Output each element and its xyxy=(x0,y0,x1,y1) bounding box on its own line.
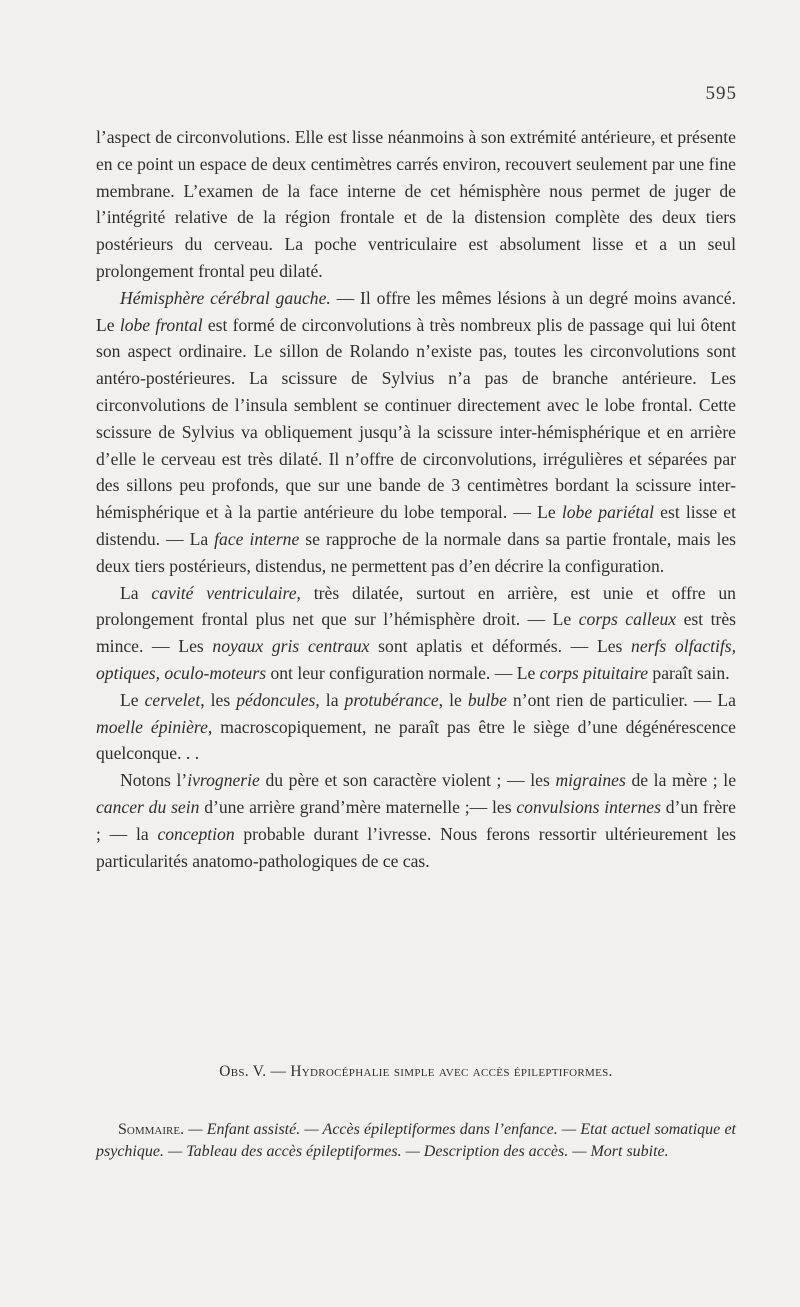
observation-heading: Obs. V. — Hydrocéphalie simple avec accès épileptiformes. xyxy=(219,1063,613,1080)
body-text xyxy=(96,124,736,874)
italic-term: cavité ventriculaire xyxy=(151,582,297,603)
italic-term: noyaux gris centraux xyxy=(212,636,370,657)
italic-term: Hémisphère cérébral gauche. xyxy=(120,287,331,308)
italic-term: lobe frontal xyxy=(119,314,203,335)
italic-term: convulsions internes xyxy=(516,796,661,817)
italic-term: corps calleux xyxy=(578,609,677,630)
italic-term: protubérance xyxy=(344,689,439,710)
italic-term: cancer du sein xyxy=(96,796,200,817)
summary-block xyxy=(96,1119,736,1162)
observation-label: Obs. V. xyxy=(219,1063,267,1080)
italic-term: cervelet xyxy=(144,689,201,710)
observation-title: Hydrocéphalie simple avec accès épileptiformes. xyxy=(290,1063,613,1080)
italic-term: nerfs olfactifs, optiques, oculo-moteurs xyxy=(96,636,736,683)
summary-text: — Enfant assisté. — Accès épileptiformes dans l’enfance. — Etat actuel somatique et psychique. — Tableau des accès épileptiformes. — Description des accès. — Mort subite. xyxy=(96,1121,736,1160)
page-number: 595 xyxy=(705,83,737,104)
italic-term: bulbe xyxy=(467,689,507,710)
italic-term: migraines xyxy=(555,770,626,791)
paragraph-left-hemisphere: Hémisphère cérébral gauche. — Il offre les mêmes lésions à un degré moins avancé. Le lobe frontal est formé de circonvolutions à très nombreux plis de passage qui lui ôtent son aspect ordinaire. Le sillon de Rolando n’existe pas, toutes les circonvolutions sont antéro-postérieures. La scissure de Sylvius n’a pas de branche antérieure. Les circonvolutions de l’insula semblent se continuer directement avec le lobe frontal. Cette scissure de Sylvius va obliquement jusqu’à la scissure inter-hémisphérique et en arrière d’elle le cerveau est très dilaté. Il n’offre de circonvolutions, irrégulières et séparées par des sillons peu profonds, que sur une bande de 3 centimètres bordant la scissure inter-hémisphérique et à la partie antérieure du lobe temporal. — Le lobe pariétal est lisse et distendu. — La face interne se rapproche de la normale dans sa partie frontale, mais les deux tiers postérieurs, distendus, ne permettent pas d’en décrire la configuration. xyxy=(96,287,737,576)
italic-term: corps pituitaire xyxy=(539,662,649,683)
italic-term: pédoncules xyxy=(236,689,316,710)
summary-paragraph xyxy=(96,1119,736,1162)
paragraph-right-hemisphere-end: l’aspect de circonvolutions. Elle est lisse néanmoins à son extrémité antérieure, et présente en ce point un espace de deux centimètres carrés environ, recouvert seulement par une fine membrane. L’examen de la face interne de cet hémisphère nous permet de juger de l’intégrité relative de la région frontale et de la distension complète des deux tiers postérieurs du cerveau. La poche ventriculaire est absolument lisse et a un seul prolongement frontal peu dilaté. xyxy=(96,127,736,281)
paragraph-cerebellum: Le cervelet, les pédoncules, la protubérance, le bulbe n’ont rien de particulier. — La moelle épinière, macroscopiquement, ne paraît pas être le siège d’une dégénérescence quelconque. . . xyxy=(96,689,736,764)
italic-term: moelle épinière xyxy=(96,716,208,737)
italic-term: conception xyxy=(157,823,235,844)
summary-label: Sommaire. xyxy=(118,1121,185,1138)
italic-term: lobe pariétal xyxy=(561,502,655,523)
paragraph-heredity: Notons l’ivrognerie du père et son caractère violent ; — les migraines de la mère ; le cancer du sein d’une arrière grand’mère maternelle ;— les convulsions internes d’un frère ; — la conception probable durant l’ivresse. Nous ferons ressortir ultérieurement les particularités anatomo-pathologiques de ce cas. xyxy=(96,770,737,871)
italic-term: face interne xyxy=(214,528,300,549)
paragraph-ventricular-cavity: La cavité ventriculaire, très dilatée, surtout en arrière, est unie et offre un prolongement frontal plus net que sur l’hémisphère droit. — Le corps calleux est très mince. — Les noyaux gris centraux sont aplatis et déformés. — Les nerfs olfactifs, optiques, oculo-moteurs ont leur configuration normale. — Le corps pituitaire paraît sain. xyxy=(96,582,736,683)
italic-term: ivrognerie xyxy=(187,770,260,791)
